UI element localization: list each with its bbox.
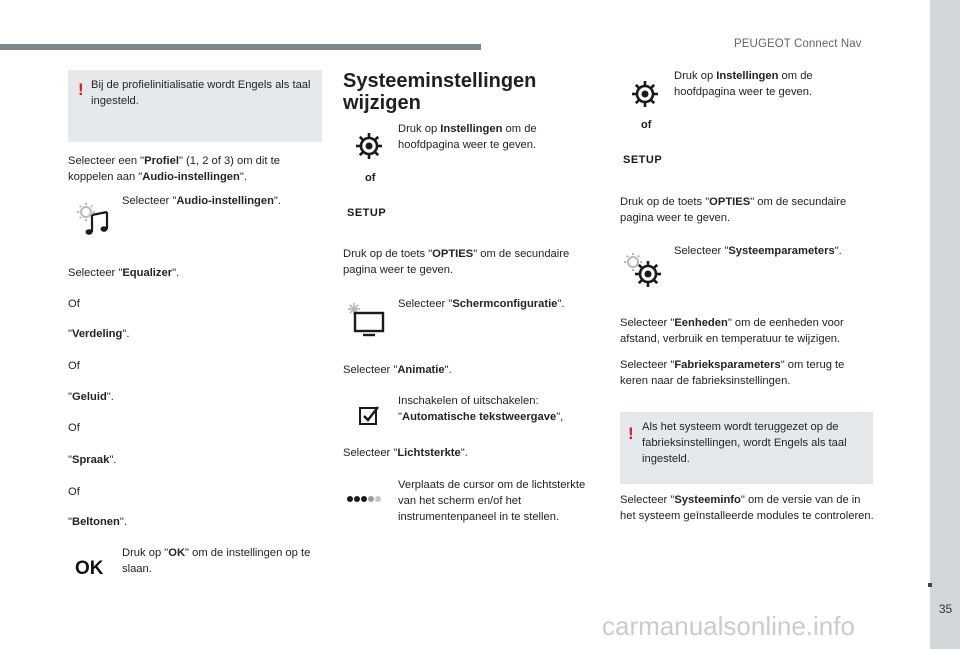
sysparam-text: Selecteer "Systeemparameters".	[674, 245, 842, 257]
audio-option-7: Of	[68, 486, 80, 498]
ok-text: Druk op "OK" om de instellingen op te slaan.	[122, 547, 311, 575]
units-text: Selecteer "Eenheden" om de eenheden voor afstand, verbruik en temperatuur te wijzigen.	[620, 317, 844, 345]
audio-option-0: Selecteer "Equalizer".	[68, 267, 180, 279]
or-label: of	[365, 172, 376, 184]
screen-config-icon	[346, 301, 386, 337]
note-text-2: Als het systeem wordt teruggezet op de fabrieksinstellingen, wordt Engels als taal ingesteld.	[642, 421, 847, 465]
cursor-text: Verplaats de cursor om de lichtsterkte van het scherm en/of het instrumentenpaneel in te stellen.	[398, 479, 586, 523]
settings-text-2: Druk op Instellingen om de hoofdpagina weer te geven.	[674, 70, 813, 98]
audio-settings-icon	[74, 200, 114, 238]
setup-button-label: SETUP	[347, 207, 387, 219]
sysinfo-text: Selecteer "Systeeminfo" om de versie van de in het systeem geïnstalleerde modules te controleren.	[620, 494, 874, 522]
warning-icon: !	[78, 80, 84, 99]
audio-option-1: Of	[68, 298, 80, 310]
animation-text: Selecteer "Animatie".	[343, 364, 452, 376]
note-text: Bij de profielinitialisatie wordt Engels als taal ingesteld.	[91, 79, 311, 107]
warning-note-2	[620, 412, 873, 484]
select-profile-text: Selecteer een "Profiel" (1, 2 of 3) om dit te koppelen aan "Audio-instellingen".	[68, 155, 280, 183]
audio-option-2: "Verdeling".	[68, 328, 130, 340]
screen-config-text: Selecteer "Schermconfiguratie".	[398, 298, 565, 310]
audio-option-4: "Geluid".	[68, 391, 114, 403]
audio-settings-text: Selecteer "Audio-instellingen".	[122, 195, 282, 207]
setup-button-label-2: SETUP	[623, 154, 663, 166]
gear-icon-2	[630, 79, 660, 109]
header-rule	[0, 44, 481, 50]
gear-icon	[354, 131, 384, 161]
audio-option-6: "Spraak".	[68, 454, 117, 466]
page-marker	[928, 583, 932, 587]
brightness-slider-icon	[346, 493, 388, 505]
or-label-2: of	[641, 119, 652, 131]
audio-option-3: Of	[68, 360, 80, 372]
brand-title: PEUGEOT Connect Nav	[734, 38, 862, 50]
warning-note	[68, 70, 322, 142]
brightness-text: Selecteer "Lichtsterkte".	[343, 447, 468, 459]
options-text: Druk op de toets "OPTIES" om de secundaire pagina weer te geven.	[343, 248, 570, 276]
ok-button-label: OK	[75, 558, 104, 579]
system-parameters-icon	[622, 250, 664, 290]
audio-option-5: Of	[68, 422, 80, 434]
toggle-text: Inschakelen of uitschakelen: "Automatische tekstweergave",	[398, 395, 564, 423]
options-text-2: Druk op de toets "OPTIES" om de secundaire pagina weer te geven.	[620, 196, 847, 224]
watermark: carmanualsonline.info	[602, 611, 855, 641]
factory-text: Selecteer "Fabrieksparameters" om terug te keren naar de fabrieksinstellingen.	[620, 359, 845, 387]
page-sidebar	[930, 0, 960, 649]
warning-icon-2: !	[628, 424, 634, 443]
section-title: Systeeminstellingen wijzigen	[343, 70, 537, 114]
page-number: 35	[938, 602, 953, 616]
audio-option-8: "Beltonen".	[68, 516, 127, 528]
checkbox-icon	[358, 404, 380, 426]
settings-text: Druk op Instellingen om de hoofdpagina weer te geven.	[398, 123, 537, 151]
